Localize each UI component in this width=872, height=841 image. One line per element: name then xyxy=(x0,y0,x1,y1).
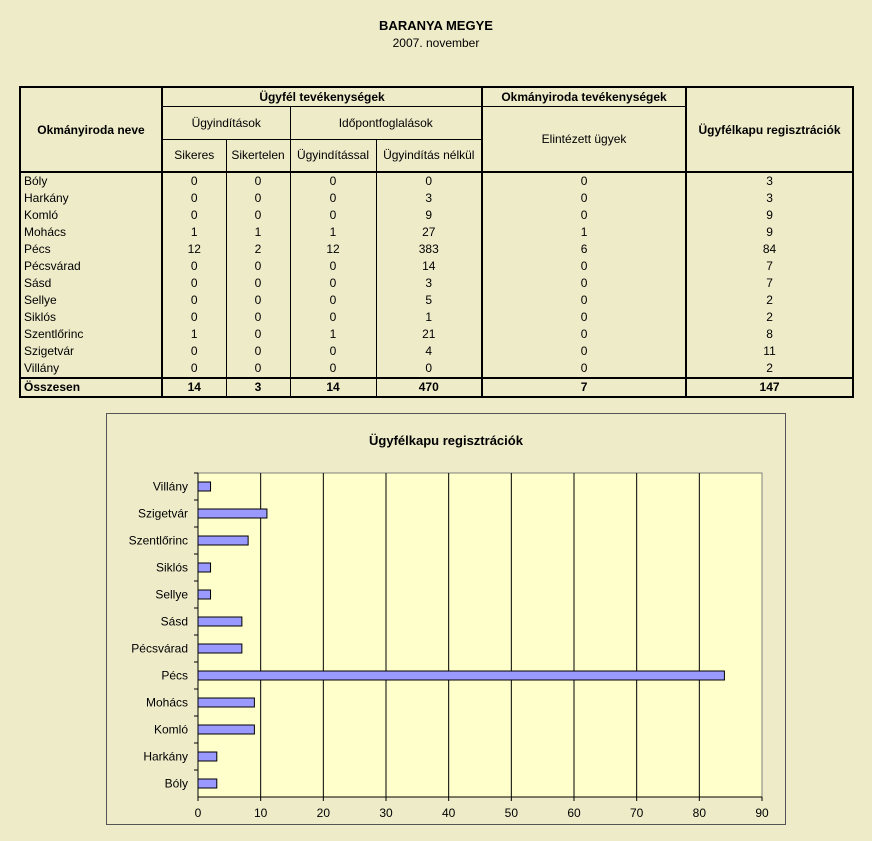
value-cell: 0 xyxy=(290,360,376,378)
bar xyxy=(198,590,211,599)
col-header-sikertelen: Sikertelen xyxy=(226,139,290,172)
y-tick-label: Sásd xyxy=(160,614,188,629)
report-title: BARANYA MEGYE xyxy=(379,18,493,33)
office-name-cell: Bóly xyxy=(20,172,162,190)
bar xyxy=(198,509,267,518)
value-cell: 3 xyxy=(376,190,482,207)
x-tick-label: 70 xyxy=(629,806,644,820)
value-cell: 14 xyxy=(376,258,482,275)
value-cell: 2 xyxy=(686,309,853,326)
value-cell: 0 xyxy=(482,360,686,378)
office-name-cell: Szigetvár xyxy=(20,343,162,360)
office-name-cell: Harkány xyxy=(20,190,162,207)
value-cell: 3 xyxy=(376,275,482,292)
value-cell: 21 xyxy=(376,326,482,343)
value-cell: 0 xyxy=(162,275,226,292)
value-cell: 0 xyxy=(162,343,226,360)
office-name-cell: Komló xyxy=(20,207,162,224)
value-cell: 0 xyxy=(290,258,376,275)
table-row xyxy=(20,275,853,292)
value-cell: 0 xyxy=(482,275,686,292)
value-cell: 0 xyxy=(226,292,290,309)
value-cell: 11 xyxy=(686,343,853,360)
value-cell: 0 xyxy=(482,343,686,360)
y-tick-label: Pécsvárad xyxy=(131,641,188,656)
value-cell: 3 xyxy=(686,172,853,190)
value-cell: 0 xyxy=(482,292,686,309)
value-cell: 0 xyxy=(162,190,226,207)
bar-chart xyxy=(107,414,785,824)
bar xyxy=(198,698,254,707)
x-tick-label: 40 xyxy=(441,806,456,820)
bar xyxy=(198,725,254,734)
value-cell: 1 xyxy=(162,326,226,343)
y-tick-label: Harkány xyxy=(143,749,188,764)
value-cell: 2 xyxy=(686,360,853,378)
table-row xyxy=(20,309,853,326)
x-tick-label: 20 xyxy=(316,806,331,820)
value-cell: 12 xyxy=(290,241,376,258)
y-tick-label: Komló xyxy=(153,722,188,737)
table-row xyxy=(20,172,853,190)
value-cell: 3 xyxy=(226,378,290,397)
col-header-regisztraciok: Ügyfélkapu regisztrációk xyxy=(686,87,853,172)
y-tick-label: Sellye xyxy=(155,587,188,602)
bar xyxy=(198,752,217,761)
value-cell: 383 xyxy=(376,241,482,258)
x-tick-label: 60 xyxy=(567,806,581,820)
value-cell: 470 xyxy=(376,378,482,397)
bar xyxy=(198,536,248,545)
value-cell: 0 xyxy=(162,172,226,190)
office-name-cell: Szentlőrinc xyxy=(20,326,162,343)
value-cell: 1 xyxy=(162,224,226,241)
value-cell: 0 xyxy=(162,309,226,326)
value-cell: 84 xyxy=(686,241,853,258)
group-header-okmany: Okmányiroda tevékenységek xyxy=(482,87,686,106)
office-name-cell: Siklós xyxy=(20,309,162,326)
value-cell: 12 xyxy=(162,241,226,258)
data-table xyxy=(19,86,854,398)
value-cell: 0 xyxy=(376,360,482,378)
value-cell: 0 xyxy=(226,258,290,275)
table-row xyxy=(20,343,853,360)
col-header-ugyinditassal: Ügyindítással xyxy=(290,139,376,172)
table-row xyxy=(20,207,853,224)
value-cell: 0 xyxy=(290,207,376,224)
value-cell: 0 xyxy=(162,292,226,309)
value-cell: 7 xyxy=(686,275,853,292)
value-cell: 1 xyxy=(482,224,686,241)
value-cell: 4 xyxy=(376,343,482,360)
table-row xyxy=(20,326,853,343)
bar xyxy=(198,644,242,653)
y-tick-label: Szigetvár xyxy=(137,506,188,521)
sub-header-idopont: Időpontfoglalások xyxy=(290,106,482,139)
group-header-ugyfel: Ügyfél tevékenységek xyxy=(162,87,482,106)
value-cell: 0 xyxy=(290,190,376,207)
col-header-name: Okmányiroda neve xyxy=(20,87,162,172)
x-tick-label: 30 xyxy=(379,806,393,820)
office-name-cell: Sásd xyxy=(20,275,162,292)
table-total-row xyxy=(20,378,853,397)
value-cell: 147 xyxy=(686,378,853,397)
value-cell: 0 xyxy=(290,309,376,326)
value-cell: 7 xyxy=(686,258,853,275)
value-cell: 0 xyxy=(162,207,226,224)
value-cell: 0 xyxy=(290,343,376,360)
value-cell: 0 xyxy=(290,275,376,292)
value-cell: 5 xyxy=(376,292,482,309)
table-row xyxy=(20,224,853,241)
table-row xyxy=(20,360,853,378)
value-cell: 9 xyxy=(686,224,853,241)
value-cell: 2 xyxy=(226,241,290,258)
value-cell: 1 xyxy=(290,326,376,343)
value-cell: 0 xyxy=(226,275,290,292)
value-cell: 0 xyxy=(482,326,686,343)
col-header-sikeres: Sikeres xyxy=(162,139,226,172)
value-cell: 2 xyxy=(686,292,853,309)
value-cell: 8 xyxy=(686,326,853,343)
value-cell: 0 xyxy=(162,258,226,275)
chart-panel xyxy=(106,413,786,825)
y-tick-label: Siklós xyxy=(155,560,188,575)
value-cell: 9 xyxy=(376,207,482,224)
office-name-cell: Villány xyxy=(20,360,162,378)
value-cell: 0 xyxy=(482,172,686,190)
value-cell: 0 xyxy=(226,360,290,378)
y-tick-label: Szentlőrinc xyxy=(128,533,188,548)
bar xyxy=(198,779,217,788)
value-cell: 0 xyxy=(482,207,686,224)
value-cell: 0 xyxy=(226,326,290,343)
x-tick-label: 90 xyxy=(755,806,769,820)
value-cell: 3 xyxy=(686,190,853,207)
x-tick-label: 10 xyxy=(253,806,268,820)
value-cell: 14 xyxy=(162,378,226,397)
value-cell: 6 xyxy=(482,241,686,258)
office-name-cell: Pécs xyxy=(20,241,162,258)
chart-title: Ügyfélkapu regisztrációk xyxy=(369,433,523,448)
value-cell: 0 xyxy=(482,309,686,326)
office-name-cell: Sellye xyxy=(20,292,162,309)
x-tick-label: 80 xyxy=(692,806,707,820)
plot-area xyxy=(198,473,762,797)
value-cell: 1 xyxy=(376,309,482,326)
report-subtitle: 2007. november xyxy=(392,36,480,50)
value-cell: 9 xyxy=(686,207,853,224)
x-tick-label: 0 xyxy=(194,806,202,820)
value-cell: 0 xyxy=(226,190,290,207)
value-cell: 0 xyxy=(290,292,376,309)
value-cell: 0 xyxy=(226,309,290,326)
bar xyxy=(198,482,211,491)
value-cell: 0 xyxy=(376,172,482,190)
y-tick-label: Villány xyxy=(152,479,188,494)
value-cell: 0 xyxy=(226,207,290,224)
value-cell: 1 xyxy=(290,224,376,241)
y-tick-label: Mohács xyxy=(145,695,188,710)
bar xyxy=(198,671,724,680)
table-row xyxy=(20,190,853,207)
col-header-elintezett: Elintézett ügyek xyxy=(482,106,686,172)
value-cell: 27 xyxy=(376,224,482,241)
office-name-cell: Pécsvárad xyxy=(20,258,162,275)
table-row xyxy=(20,258,853,275)
sub-header-ugyinditasok: Ügyindítások xyxy=(162,106,290,139)
value-cell: 0 xyxy=(162,360,226,378)
value-cell: 0 xyxy=(482,190,686,207)
table-row xyxy=(20,292,853,309)
bar xyxy=(198,617,242,626)
value-cell: 14 xyxy=(290,378,376,397)
office-name-cell: Mohács xyxy=(20,224,162,241)
y-tick-label: Bóly xyxy=(164,776,188,791)
col-header-nelkul: Ügyindítás nélkül xyxy=(376,139,482,172)
table-row xyxy=(20,241,853,258)
office-name-cell: Összesen xyxy=(20,378,162,397)
bar xyxy=(198,563,211,572)
x-tick-label: 50 xyxy=(504,806,519,820)
value-cell: 7 xyxy=(482,378,686,397)
value-cell: 0 xyxy=(226,343,290,360)
value-cell: 0 xyxy=(226,172,290,190)
table-body xyxy=(20,172,853,397)
value-cell: 0 xyxy=(482,258,686,275)
value-cell: 0 xyxy=(290,172,376,190)
y-tick-label: Pécs xyxy=(161,668,188,683)
value-cell: 1 xyxy=(226,224,290,241)
